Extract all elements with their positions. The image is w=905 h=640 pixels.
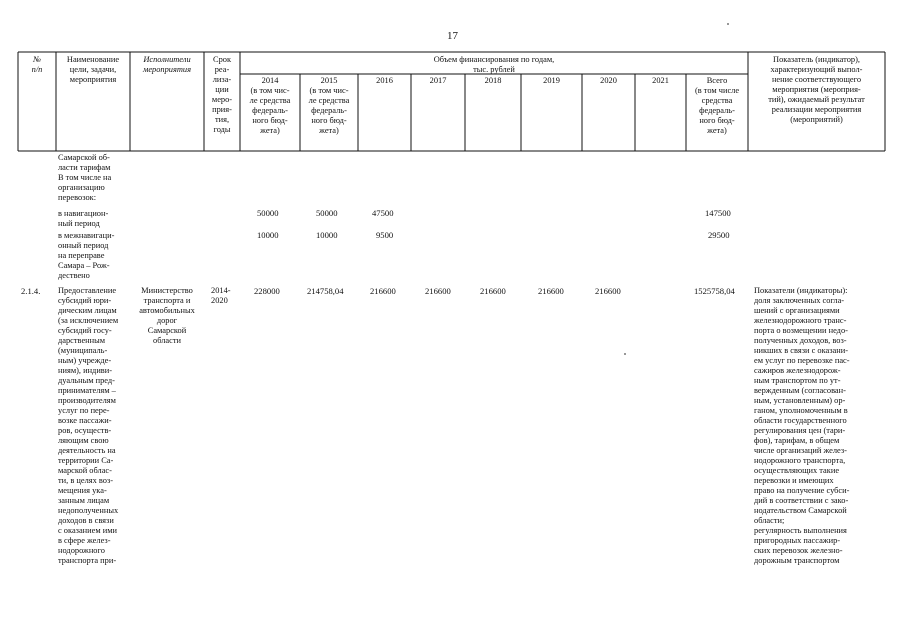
header-line: федераль- (252, 106, 288, 115)
header-line: характеризующий выпол- (770, 65, 863, 74)
text-line: Показатели (индикаторы): (754, 286, 848, 295)
header-line: тыс. рублей (473, 65, 515, 74)
header-line: 2015 (320, 76, 338, 85)
text-line: регулярность выполнения (754, 526, 847, 535)
header-year-2016: 2016 (376, 76, 393, 85)
text-line: субсидий госу- (58, 326, 112, 335)
nav-value-2016: 47500 (372, 208, 394, 218)
text-line: нодорожного (58, 546, 105, 555)
text-line: дорожным транспортом (754, 556, 840, 565)
text-line: перевозки и имеющих (754, 476, 834, 485)
text-line: ным, установленным) ор- (754, 396, 846, 405)
scan-speck (727, 23, 729, 25)
text-line: в навигацион- (58, 209, 109, 218)
text-line: принимателям – (58, 386, 116, 395)
header-line: годы (213, 125, 231, 134)
text-line: транспорта и (143, 296, 191, 305)
header-total (686, 76, 748, 136)
header-line: прия- (212, 105, 232, 114)
text-line: регулирования цен (тари- (754, 426, 846, 435)
text-line: осуществляющих такие (754, 466, 840, 475)
navigation-period-label (58, 209, 108, 229)
nav-value-2014: 50000 (257, 208, 279, 218)
text-line: право на получение субси- (754, 486, 850, 495)
text-line: фов), тарифам, в общем (754, 436, 840, 445)
header-line: (в том чис- (309, 86, 349, 95)
inter-value-2015: 10000 (316, 230, 338, 240)
text-line: ских перевозок железно- (754, 546, 843, 555)
header-line: федераль- (699, 106, 735, 115)
header-year-2019: 2019 (543, 76, 560, 85)
header-line: ного бюд- (252, 116, 288, 125)
header-line: реа- (214, 65, 230, 74)
text-line: ем услуг по перевозке пас- (754, 356, 850, 365)
row-term (211, 286, 231, 306)
text-line: на переправе (58, 251, 105, 260)
header-line: № (33, 55, 41, 64)
text-line: дуальным пред- (58, 376, 115, 385)
continued-name-text (58, 153, 111, 203)
text-line: в межнавигаци- (58, 231, 115, 240)
text-line: 2020 (211, 296, 228, 305)
header-line: п/п (31, 65, 43, 74)
row-value-2016: 216600 (370, 286, 396, 296)
text-line: никших в связи с оказани- (754, 346, 849, 355)
text-line: занным лицам (58, 496, 110, 505)
text-line: производителям (58, 396, 116, 405)
header-col-executors (130, 55, 204, 75)
text-line: области (153, 336, 181, 345)
inter-value-total: 29500 (708, 230, 730, 240)
row-value-2014: 228000 (254, 286, 280, 296)
header-col-name (56, 55, 130, 85)
text-line: с оказанием ими (58, 526, 118, 535)
text-line: полученных доходов, воз- (754, 336, 847, 345)
nav-value-total: 147500 (705, 208, 731, 218)
text-line: деятельность на (58, 446, 116, 455)
text-line: транспорта при- (58, 556, 117, 565)
header-line: 2014 (261, 76, 279, 85)
text-line: железнодорожного транс- (754, 316, 847, 325)
row-executor (130, 286, 204, 346)
text-line: ляющим свою (58, 436, 109, 445)
header-line: Исполнители (143, 55, 191, 64)
text-line: 2014- (211, 286, 231, 295)
header-line: федераль- (311, 106, 347, 115)
scan-speck (624, 353, 626, 355)
text-line: Министерство (141, 286, 193, 295)
row-value-2017: 216600 (425, 286, 451, 296)
header-line: нение соответствующего (771, 75, 862, 84)
header-line: (мероприятий) (790, 115, 843, 124)
header-line: мероприятия (142, 65, 192, 74)
header-line: реализации мероприятия (771, 105, 862, 114)
header-line: Наименование (66, 55, 120, 64)
header-line: средства (701, 96, 733, 105)
text-line: ти, в целях воз- (58, 476, 114, 485)
header-line: ции (215, 85, 229, 94)
header-col-term (204, 55, 240, 135)
header-line: жета) (319, 126, 339, 135)
row-name-text (58, 286, 118, 566)
header-line: Объем финансирования по годам, (433, 55, 555, 64)
text-line: мещения ука- (58, 486, 107, 495)
text-line: субсидий юри- (58, 296, 112, 305)
row-indicator-text (754, 286, 850, 566)
header-line: ного бюд- (311, 116, 347, 125)
header-line: Срок (212, 55, 232, 64)
text-line: организацию (58, 183, 105, 192)
text-line: ласти тарифам (58, 163, 111, 172)
text-line: недополученных (58, 506, 119, 515)
header-line: ле средства (308, 96, 350, 105)
text-line: марской облас- (58, 466, 112, 475)
header-line: жета) (707, 126, 727, 135)
header-indicator (748, 55, 885, 125)
text-line: дическим лицам (58, 306, 117, 315)
text-line: области государственного (754, 416, 847, 425)
text-line: дий в соответствии с зако- (754, 496, 849, 505)
header-line: тия, (214, 115, 230, 124)
header-line: ного бюд- (699, 116, 735, 125)
text-line: дорог (156, 316, 178, 325)
text-line: ным транспортом по ут- (754, 376, 841, 385)
text-line: порта о возмещении недо- (754, 326, 848, 335)
text-line: ным) учрежде- (58, 356, 112, 365)
text-line: услуг по пере- (58, 406, 110, 415)
text-line: Самара – Рож- (58, 261, 110, 270)
header-year-2017: 2017 (429, 76, 447, 85)
text-line: доходов в связи (58, 516, 114, 525)
header-year-2021: 2021 (652, 76, 669, 85)
text-line: шений с организациями (754, 306, 840, 315)
text-line: Самарской об- (58, 153, 110, 162)
text-line: дарственным (58, 336, 106, 345)
text-line: онный период (58, 241, 109, 250)
header-line: мероприятия (69, 75, 117, 84)
text-line: перевозок: (58, 193, 97, 202)
row-value-2015: 214758,04 (307, 286, 344, 296)
header-line: (в том числе (694, 86, 740, 95)
text-line: нодорожного транспорта, (754, 456, 846, 465)
text-line: нодательством Самарской (754, 506, 847, 515)
header-line: (в том чис- (250, 86, 290, 95)
text-line: пригородных пассажир- (754, 536, 841, 545)
header-line: Всего (706, 76, 728, 85)
header-year-2018: 2018 (484, 76, 502, 85)
text-line: числе организаций желез- (754, 446, 847, 455)
text-line: территории Са- (58, 456, 114, 465)
page-number: 17 (447, 30, 458, 42)
header-line: тий), ожидаемый результат (768, 95, 865, 104)
header-line: меро- (211, 95, 233, 104)
header-year-2014 (240, 76, 300, 136)
text-line: ный период (58, 219, 100, 228)
row-number: 2.1.4. (21, 286, 41, 296)
text-line: ниям), индиви- (58, 366, 113, 375)
text-line: автомобильных (139, 306, 195, 315)
text-line: Самарской (147, 326, 187, 335)
text-line: области; (754, 516, 785, 525)
text-line: В том числе на (58, 173, 112, 182)
text-line: ров, осуществ- (58, 426, 112, 435)
header-col-number (18, 55, 56, 75)
row-value-2019: 216600 (538, 286, 564, 296)
header-line: Показатель (индикатор), (773, 55, 860, 64)
nav-value-2015: 50000 (316, 208, 338, 218)
row-value-2020: 216600 (595, 286, 621, 296)
text-line: возке пассажи- (58, 416, 112, 425)
text-line: (муниципаль- (58, 346, 108, 355)
text-line: Предоставление (58, 286, 117, 295)
text-line: ганом, уполномоченным в (754, 406, 848, 415)
text-line: вержденным (согласован- (754, 386, 846, 395)
text-line: в сфере желез- (58, 536, 111, 545)
row-value-total: 1525758,04 (694, 286, 735, 296)
header-line: лиза- (212, 75, 232, 84)
header-line: ле средства (249, 96, 291, 105)
text-line: (за исключением (58, 316, 119, 325)
header-funding-title (240, 55, 748, 75)
header-year-2020: 2020 (600, 76, 617, 85)
row-value-2018: 216600 (480, 286, 506, 296)
inter-value-2016: 9500 (376, 230, 394, 240)
text-line: доля заключенных согла- (754, 296, 845, 305)
header-year-2015 (300, 76, 358, 136)
header-line: жета) (260, 126, 280, 135)
inter-navigation-period-label (58, 231, 114, 281)
header-line: цели, задачи, (69, 65, 117, 74)
header-line: мероприятия (мероприя- (772, 85, 861, 94)
text-line: сажиров железнодорож- (754, 366, 841, 375)
inter-value-2014: 10000 (257, 230, 279, 240)
text-line: дествено (58, 271, 90, 280)
